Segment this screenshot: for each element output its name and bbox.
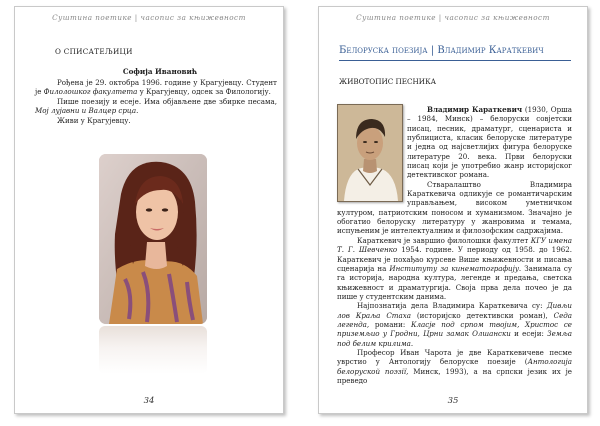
p4-a: Најпознатија дела Владимира Караткевича су: (357, 301, 543, 311)
p1-text: (1930, Орша – 1984, Минск) – белоруски совјетски писац, песник, драматург, сценариста и публициста, класик белоруске литературе и једна од најсветлијих фигура белоруске литературе 20. века. Први белоруски писац који је употребио жанр историјског детективског романа. (407, 105, 572, 180)
p4-italic3: Класје под српом твојим, Христос се приземљио у Гродни, Црни замак Олшански (337, 319, 572, 339)
section-title: О СПИСАТЕЉИЦИ (55, 47, 133, 56)
p5-b: Минск, 1993), а на српски језик их је преведо (337, 366, 572, 385)
p4-italic1: Дивљи лов Краља Стаха (337, 301, 572, 320)
p4-b: (историјско детективски роман), (416, 310, 548, 320)
running-head: Суштина поетике | часопис за књижевност (356, 13, 550, 22)
author-bio (35, 77, 277, 125)
left-page (14, 6, 284, 414)
p4-d: и есеји: (514, 329, 544, 339)
p3-b: 1954. године. У периоду од 1958. до 1962. Караткевич је похађао курсеве Више књижевности и писања сценарија на (337, 245, 572, 273)
photo-reflection (99, 326, 207, 374)
bio-p1-italic: Филолошког факултета (43, 87, 138, 97)
section-title: ЖИВОТОПИС ПЕСНИКА (339, 77, 437, 86)
page-number: 34 (143, 396, 155, 406)
poet-portrait (337, 104, 403, 202)
page-number: 35 (447, 396, 459, 406)
p5-a: Професор Иван Чарота је две Караткевичеве песме уврстио у Антологију белоруске поезије ( (337, 347, 572, 367)
p3-c: Занимала су га историја, народна култура, легенде и предања, светска књижевност и драматургија. Своја прва дела почео је да пише у студентским данима. (337, 263, 572, 301)
right-page (318, 6, 588, 414)
p4-c: романи: (374, 319, 406, 329)
p3-italic2: Институту за кинематографију. (389, 263, 522, 273)
p2-text: Стваралаштво Владимира Караткевича одликује се романтичарским управљањем, високом уметничком културом, патриотским поносом и хуманизмом. Значајно је обогатио белоруску литературу у жанровима и темама, испуњеним је интелектуалним и филозофским садржајима. (337, 179, 572, 236)
author-photo (99, 154, 207, 324)
p4-italic4: Земља под белим крилима. (337, 329, 572, 348)
bio-p1-end: у Крагујевцу, одсек за Филологију. (139, 87, 271, 97)
article-title: Белоруска поезија | Владимир Караткевич (339, 45, 544, 56)
bio-p2-italic: Мој лујавни и Валцер срца. (35, 106, 139, 116)
poet-name: Владимир Караткевич (427, 105, 523, 114)
p3-a: Караткевич је завршио филолошки факултет (357, 235, 529, 245)
bio-p1: Рођена је 29. октобра 1996. године у Крагујевцу. Студент је (35, 78, 277, 97)
author-name: Софија Ивановић (122, 67, 198, 76)
title-divider (339, 60, 571, 61)
p4-italic2: Седа легенда, (337, 310, 572, 329)
p5-italic: Антологија белоруской поэзії, (337, 357, 572, 376)
bio-p3: Живи у Крагујевцу. (57, 115, 131, 125)
bio-p2: Пише поезију и есеје. Има објављене две збирке песама, (57, 96, 277, 106)
running-head: Суштина поетике | часопис за књижевност (52, 13, 246, 22)
p3-italic1: КГУ имена Т. Г. Шевченко (337, 235, 572, 255)
